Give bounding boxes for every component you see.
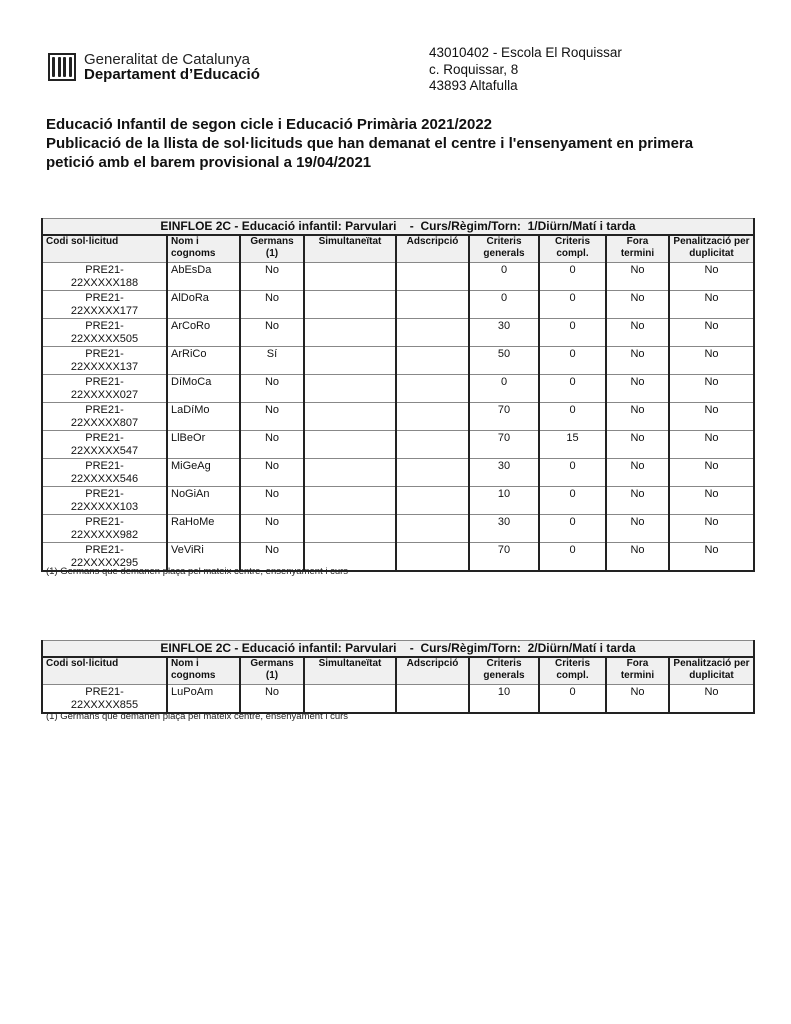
col-header-simultaneitat: Simultaneïtat (304, 235, 396, 263)
cell-code: PRE21- 22XXXXX027 (42, 375, 167, 403)
col-header-penalitzacio: Penalització per duplicitat (669, 657, 754, 685)
cell-simultaneitat (304, 685, 396, 714)
table-row (42, 515, 754, 543)
cell-fora-termini: No (606, 487, 669, 515)
cell-penalitzacio: No (669, 403, 754, 431)
cell-fora-termini: No (606, 263, 669, 291)
cell-adscripcio (396, 291, 469, 319)
cell-penalitzacio: No (669, 291, 754, 319)
cell-germans: No (240, 291, 304, 319)
cell-penalitzacio: No (669, 487, 754, 515)
department-name: Departament d’Educació (84, 66, 260, 83)
school-street: c. Roquissar, 8 (429, 61, 519, 77)
school-address (429, 45, 622, 95)
col-header-criteris-compl: Criteris compl. (539, 657, 606, 685)
cell-criteris-generals: 30 (469, 459, 539, 487)
cell-adscripcio (396, 319, 469, 347)
cell-germans: No (240, 319, 304, 347)
cell-simultaneitat (304, 459, 396, 487)
cell-simultaneitat (304, 347, 396, 375)
table-row (42, 431, 754, 459)
cell-simultaneitat (304, 291, 396, 319)
school-city: 43893 Altafulla (429, 78, 518, 93)
cell-fora-termini: No (606, 347, 669, 375)
cell-criteris-generals: 70 (469, 431, 539, 459)
cell-adscripcio (396, 263, 469, 291)
cell-germans: No (240, 431, 304, 459)
title-line-3: petició amb el barem provisional a 19/04/2021 (46, 154, 372, 171)
col-header-adscripcio: Adscripció (396, 235, 469, 263)
cell-criteris-compl: 0 (539, 487, 606, 515)
cell-germans: No (240, 459, 304, 487)
cell-name: DíMoCa (167, 375, 240, 403)
cell-criteris-compl: 0 (539, 515, 606, 543)
document-title (46, 115, 766, 172)
cell-criteris-generals: 70 (469, 403, 539, 431)
cell-criteris-compl: 0 (539, 403, 606, 431)
cell-criteris-generals: 30 (469, 319, 539, 347)
cell-simultaneitat (304, 319, 396, 347)
cell-simultaneitat (304, 487, 396, 515)
cell-name: MiGeAg (167, 459, 240, 487)
col-header-germans: Germans (1) (240, 657, 304, 685)
cell-criteris-compl: 0 (539, 263, 606, 291)
cell-adscripcio (396, 403, 469, 431)
col-header-fora-termini: Fora termini (606, 657, 669, 685)
cell-code: PRE21- 22XXXXX855 (42, 685, 167, 714)
col-header-germans: Germans (1) (240, 235, 304, 263)
table-row (42, 319, 754, 347)
cell-criteris-generals: 70 (469, 543, 539, 572)
cell-criteris-compl: 0 (539, 375, 606, 403)
cell-code: PRE21- 22XXXXX188 (42, 263, 167, 291)
cell-penalitzacio: No (669, 685, 754, 714)
cell-name: ArRiCo (167, 347, 240, 375)
cell-criteris-compl: 0 (539, 459, 606, 487)
cell-code: PRE21- 22XXXXX103 (42, 487, 167, 515)
cell-fora-termini: No (606, 403, 669, 431)
cell-penalitzacio: No (669, 431, 754, 459)
cell-code: PRE21- 22XXXXX547 (42, 431, 167, 459)
cell-adscripcio (396, 459, 469, 487)
table-row (42, 375, 754, 403)
col-header-code: Codi sol·licitud (42, 657, 167, 685)
table-title: EINFLOE 2C - Educació infantil: Parvulari - Curs/Règim/Torn: 2/Diürn/Matí i tarda (42, 641, 754, 658)
generalitat-logo (48, 52, 260, 82)
table-title: EINFLOE 2C - Educació infantil: Parvulari - Curs/Règim/Torn: 1/Diürn/Matí i tarda (42, 219, 754, 236)
table-row (42, 347, 754, 375)
cell-code: PRE21- 22XXXXX137 (42, 347, 167, 375)
cell-fora-termini: No (606, 543, 669, 572)
cell-name: NoGiAn (167, 487, 240, 515)
cell-criteris-compl: 0 (539, 685, 606, 714)
cell-criteris-compl: 15 (539, 431, 606, 459)
cell-adscripcio (396, 543, 469, 572)
cell-name: RaHoMe (167, 515, 240, 543)
cell-criteris-generals: 0 (469, 291, 539, 319)
cell-adscripcio (396, 487, 469, 515)
cell-penalitzacio: No (669, 319, 754, 347)
cell-criteris-generals: 30 (469, 515, 539, 543)
footnote: (1) Germans que demanen plaça pel mateix centre, ensenyament i curs (46, 711, 349, 722)
cell-germans: No (240, 515, 304, 543)
cell-fora-termini: No (606, 685, 669, 714)
cell-simultaneitat (304, 431, 396, 459)
cell-adscripcio (396, 685, 469, 714)
cell-name: VeViRi (167, 543, 240, 572)
cell-penalitzacio: No (669, 347, 754, 375)
table-row (42, 487, 754, 515)
cell-germans: No (240, 543, 304, 572)
cell-adscripcio (396, 347, 469, 375)
applications-table-1 (41, 218, 755, 572)
cell-penalitzacio: No (669, 263, 754, 291)
table-row (42, 263, 754, 291)
cell-criteris-generals: 50 (469, 347, 539, 375)
cell-germans: No (240, 403, 304, 431)
cell-code: PRE21- 22XXXXX982 (42, 515, 167, 543)
cell-name: AbEsDa (167, 263, 240, 291)
org-name: Generalitat de Catalunya (84, 51, 250, 68)
cell-code: PRE21- 22XXXXX505 (42, 319, 167, 347)
col-header-name: Nom i cognoms (167, 235, 240, 263)
cell-name: LaDíMo (167, 403, 240, 431)
cell-germans: No (240, 685, 304, 714)
cell-criteris-generals: 10 (469, 685, 539, 714)
cell-germans: No (240, 263, 304, 291)
cell-name: AlDoRa (167, 291, 240, 319)
cell-code: PRE21- 22XXXXX295 (42, 543, 167, 572)
table-row (42, 403, 754, 431)
generalitat-logo-icon (48, 53, 76, 81)
cell-criteris-generals: 0 (469, 263, 539, 291)
cell-simultaneitat (304, 375, 396, 403)
cell-adscripcio (396, 515, 469, 543)
cell-fora-termini: No (606, 375, 669, 403)
cell-adscripcio (396, 431, 469, 459)
cell-fora-termini: No (606, 319, 669, 347)
cell-germans: No (240, 375, 304, 403)
cell-criteris-compl: 0 (539, 543, 606, 572)
cell-name: LlBeOr (167, 431, 240, 459)
cell-penalitzacio: No (669, 515, 754, 543)
school-code-name: 43010402 - Escola El Roquissar (429, 45, 622, 60)
cell-simultaneitat (304, 263, 396, 291)
cell-fora-termini: No (606, 291, 669, 319)
cell-simultaneitat (304, 403, 396, 431)
cell-code: PRE21- 22XXXXX546 (42, 459, 167, 487)
col-header-criteris-compl: Criteris compl. (539, 235, 606, 263)
cell-germans: No (240, 487, 304, 515)
cell-criteris-generals: 0 (469, 375, 539, 403)
applications-table-2 (41, 640, 755, 714)
cell-code: PRE21- 22XXXXX807 (42, 403, 167, 431)
title-line-1: Educació Infantil de segon cicle i Educació Primària 2021/2022 (46, 116, 493, 133)
col-header-criteris-generals: Criteris generals (469, 235, 539, 263)
footnote: (1) Germans que demanen plaça pel mateix centre, ensenyament i curs (46, 566, 349, 577)
col-header-penalitzacio: Penalització per duplicitat (669, 235, 754, 263)
table-row (42, 291, 754, 319)
cell-criteris-compl: 0 (539, 291, 606, 319)
title-line-2: Publicació de la llista de sol·licituds que han demanat el centre i l'ensenyament en primera (46, 135, 694, 152)
col-header-code: Codi sol·licitud (42, 235, 167, 263)
cell-criteris-compl: 0 (539, 347, 606, 375)
cell-code: PRE21- 22XXXXX177 (42, 291, 167, 319)
cell-germans: Sí (240, 347, 304, 375)
cell-penalitzacio: No (669, 375, 754, 403)
cell-fora-termini: No (606, 515, 669, 543)
cell-name: ArCoRo (167, 319, 240, 347)
cell-criteris-compl: 0 (539, 319, 606, 347)
table-row (42, 459, 754, 487)
cell-fora-termini: No (606, 459, 669, 487)
cell-simultaneitat (304, 515, 396, 543)
cell-name: LuPoAm (167, 685, 240, 714)
cell-fora-termini: No (606, 431, 669, 459)
cell-penalitzacio: No (669, 543, 754, 572)
col-header-simultaneitat: Simultaneïtat (304, 657, 396, 685)
table-row (42, 685, 754, 714)
col-header-adscripcio: Adscripció (396, 657, 469, 685)
cell-adscripcio (396, 375, 469, 403)
col-header-criteris-generals: Criteris generals (469, 657, 539, 685)
col-header-name: Nom i cognoms (167, 657, 240, 685)
col-header-fora-termini: Fora termini (606, 235, 669, 263)
cell-criteris-generals: 10 (469, 487, 539, 515)
cell-penalitzacio: No (669, 459, 754, 487)
